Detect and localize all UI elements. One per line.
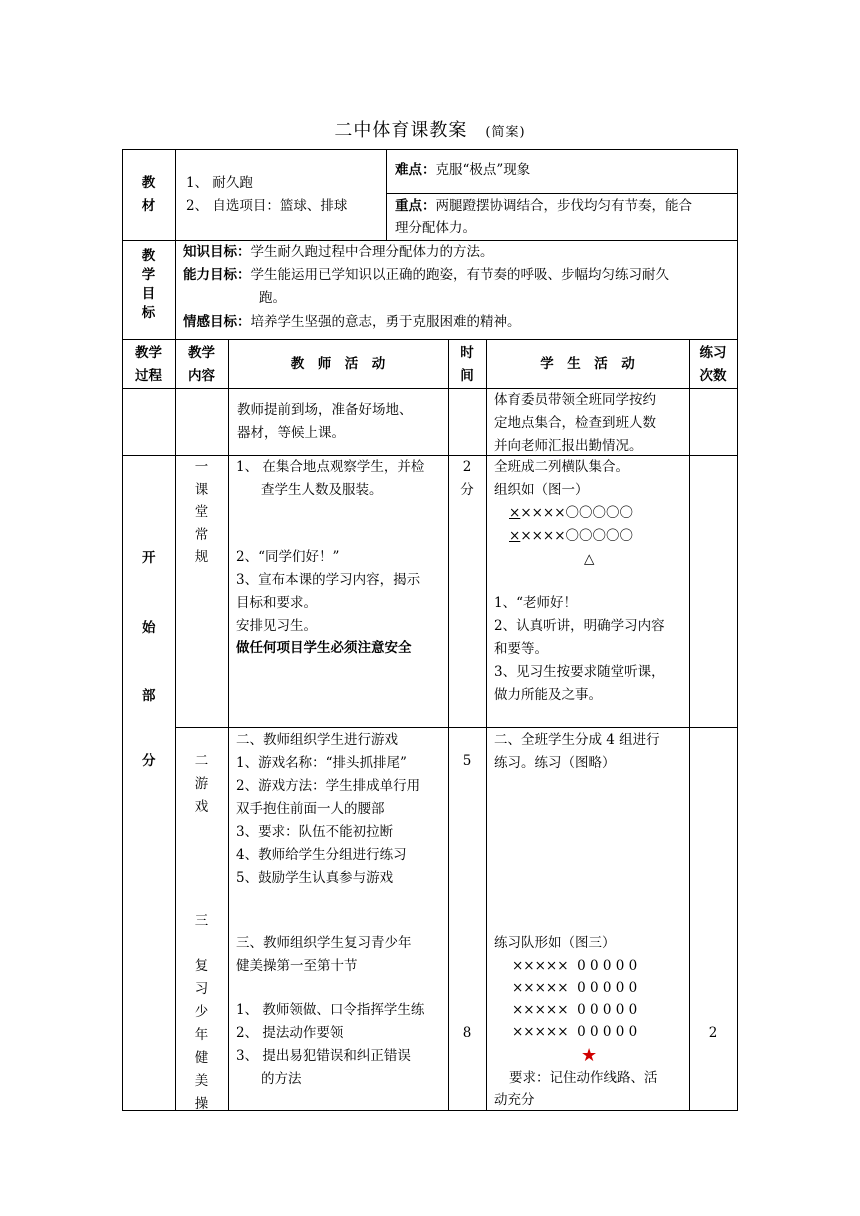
ability-goal-cont: 跑。 (259, 290, 286, 306)
gym-teacher-1: 1、 教师领做、口令指挥学生练 (236, 1002, 425, 1018)
pre-teacher-2: 器材，等候上课。 (237, 425, 345, 441)
gym-teacher-2: 2、 提法动作要领 (236, 1025, 344, 1041)
routine-teacher-3a: 3、宣布本课的学习内容，揭示 (236, 572, 421, 588)
game-content (175, 750, 228, 819)
table-border-right (737, 149, 738, 1111)
knowledge-goal (183, 241, 494, 264)
game-student-1: 二、全班学生分成 4 组进行 (494, 732, 660, 748)
routine-time (448, 456, 486, 502)
label-char: 教 (141, 248, 156, 264)
header-text: 内容 (188, 368, 215, 384)
difficulty-label: 难点： (395, 162, 436, 178)
difficulty-text: 克服“极点”现象 (435, 162, 531, 178)
gym-formation-row-2: ××××× 0 0 0 0 0 (512, 980, 638, 996)
content-char: 年 (194, 1027, 209, 1043)
game-teacher-5: 5、鼓励学生认真参与游戏 (236, 870, 394, 886)
teacher-position-icon: △ (584, 551, 595, 567)
ability-goal (183, 264, 669, 287)
title-subtitle: (简案) (485, 125, 526, 140)
time-text: 分 (460, 482, 474, 498)
header-process (122, 342, 175, 388)
content-char: 美 (194, 1073, 209, 1089)
content-char: 复 (194, 958, 209, 974)
game-teacher-2b: 双手抱住前面一人的腰部 (236, 801, 385, 817)
content-char: 操 (194, 1096, 209, 1112)
difficulty (395, 159, 530, 182)
content-char: 习 (194, 981, 209, 997)
gym-requirement-2: 动充分 (494, 1092, 535, 1108)
header-content (175, 342, 228, 388)
key-point-cont: 理分配体力。 (395, 220, 476, 236)
routine-student-3: 1、“老师好！ (494, 595, 577, 611)
divider (386, 149, 387, 241)
routine-teacher-3b: 目标和要求。 (236, 595, 317, 611)
game-teacher-3: 3、要求：队伍不能初拉断 (236, 824, 394, 840)
formation-mark: × (509, 528, 521, 544)
game-teacher-4: 4、教师给学生分组进行练习 (236, 847, 407, 863)
emotion-text: 培养学生坚强的意志，勇于克服困难的精神。 (250, 314, 521, 330)
header-text: 次数 (699, 368, 727, 384)
routine-content (175, 456, 228, 569)
knowledge-label: 知识目标： (183, 244, 251, 260)
content-char: 课 (194, 481, 209, 498)
content-char: 戏 (194, 799, 209, 815)
table-border-top (122, 149, 738, 150)
materials-item-2: 2、 自选项目：篮球、排球 (186, 198, 348, 214)
header-text: 练习 (699, 345, 727, 361)
divider (175, 149, 176, 241)
pre-student-2: 定地点集合，检查到班人数 (494, 415, 656, 431)
gym-content (175, 955, 228, 1116)
star-icon: ★ (581, 1045, 598, 1066)
emotion-goal (183, 311, 521, 334)
key-point (395, 195, 692, 218)
header-text: 教学 (135, 345, 162, 361)
divider (122, 339, 738, 340)
game-teacher-1: 1、游戏名称：“排头抓排尾” (236, 755, 407, 771)
game-time: 5 (462, 753, 472, 769)
gym-content-3: 三 (194, 913, 209, 929)
divider (175, 727, 738, 728)
gym-formation-row-1: ××××× 0 0 0 0 0 (512, 958, 638, 974)
divider (386, 193, 738, 194)
content-char: 堂 (194, 504, 209, 520)
key-text-1: 两腿蹬摆协调结合，步伐均匀有节奏，能合 (435, 198, 692, 214)
materials-item-1: 1、 耐久跑 (186, 175, 253, 191)
game-student-2: 练习。练习（图略） (494, 755, 616, 771)
content-char: 少 (194, 1004, 209, 1020)
ability-label: 能力目标： (183, 267, 251, 283)
routine-student-4a: 2、认真听讲，明确学习内容 (494, 618, 665, 634)
content-char: 常 (194, 526, 209, 543)
gym-formation-row-4: ××××× 0 0 0 0 0 (512, 1024, 638, 1040)
gym-student-0: 练习队形如（图三） (494, 935, 616, 951)
header-time (448, 342, 486, 388)
game-teacher-0: 二、教师组织学生进行游戏 (236, 732, 398, 748)
section-char-4: 分 (142, 753, 156, 769)
section-char-3: 部 (142, 688, 156, 704)
header-student: 学 生 活 动 (540, 356, 635, 372)
key-label: 重点： (395, 198, 436, 214)
gym-teacher-0b: 健美操第一至第十节 (236, 958, 358, 974)
goals-label (122, 247, 175, 323)
gym-count: 2 (708, 1025, 718, 1041)
routine-student-5a: 3、见习生按要求随堂听课， (494, 664, 665, 680)
label-char: 目 (141, 286, 156, 302)
gym-teacher-0a: 三、教师组织学生复习青少年 (236, 935, 412, 951)
section-char-2: 始 (142, 620, 156, 636)
label-char: 标 (141, 305, 156, 321)
routine-student-5b: 做力所能及之事。 (494, 687, 602, 703)
game-teacher-2a: 2、游戏方法：学生排成单行用 (236, 778, 421, 794)
content-char: 一 (194, 459, 209, 475)
routine-student-2: 组织如（图一） (494, 482, 589, 498)
content-char: 规 (194, 549, 209, 565)
header-text: 过程 (135, 368, 162, 384)
formation-mark: × (509, 505, 521, 521)
ability-text: 学生能运用已学知识以正确的跑姿，有节奏的呼吸、步幅均匀练习耐久 (250, 267, 669, 283)
gym-formation-row-3: ××××× 0 0 0 0 0 (512, 1002, 638, 1018)
title-text: 二中体育课教案 (334, 120, 468, 141)
pre-student-1: 体育委员带领全班同学按约 (494, 392, 656, 408)
materials-label (122, 172, 175, 218)
gym-teacher-3a: 3、 提出易犯错误和纠正错误 (236, 1048, 411, 1064)
page-title (0, 116, 860, 142)
label-char: 学 (141, 267, 156, 283)
content-char: 健 (194, 1050, 209, 1066)
routine-teacher-1b: 查学生人数及服装。 (261, 482, 383, 498)
formation-rest: ××××〇〇〇〇〇 (520, 505, 634, 521)
time-text: 2 (462, 459, 472, 475)
header-text: 教学 (188, 345, 215, 361)
gym-teacher-3b: 的方法 (261, 1071, 302, 1087)
routine-student-1: 全班成二列横队集合。 (494, 459, 629, 475)
gym-requirement-1: 要求：记住动作线路、活 (509, 1070, 658, 1086)
emotion-label: 情感目标： (183, 314, 251, 330)
routine-teacher-1a: 1、 在集合地点观察学生，并检 (236, 459, 425, 475)
divider (175, 240, 176, 340)
label-char: 材 (141, 198, 156, 214)
header-text: 时 (460, 345, 474, 361)
label-char: 教 (141, 175, 156, 191)
content-char: 二 (194, 753, 209, 769)
routine-teacher-4: 安排见习生。 (236, 618, 317, 634)
formation-row-2 (509, 525, 633, 548)
knowledge-text: 学生耐久跑过程中合理分配体力的方法。 (250, 244, 494, 260)
header-count (689, 342, 737, 388)
content-char: 游 (194, 776, 209, 792)
gym-time: 8 (462, 1025, 472, 1041)
formation-row-1 (509, 502, 633, 525)
routine-teacher-2: 2、“同学们好！” (236, 549, 340, 565)
pre-student-3: 并向老师汇报出勤情况。 (494, 438, 643, 454)
routine-teacher-5: 做任何项目学生必须注意安全 (236, 640, 412, 656)
formation-rest: ××××〇〇〇〇〇 (520, 528, 634, 544)
header-text: 间 (460, 368, 474, 384)
routine-student-4b: 和要等。 (494, 641, 548, 657)
section-char-1: 开 (142, 550, 156, 566)
pre-teacher-1: 教师提前到场，准备好场地、 (237, 402, 413, 418)
header-teacher: 教 师 活 动 (290, 356, 386, 372)
